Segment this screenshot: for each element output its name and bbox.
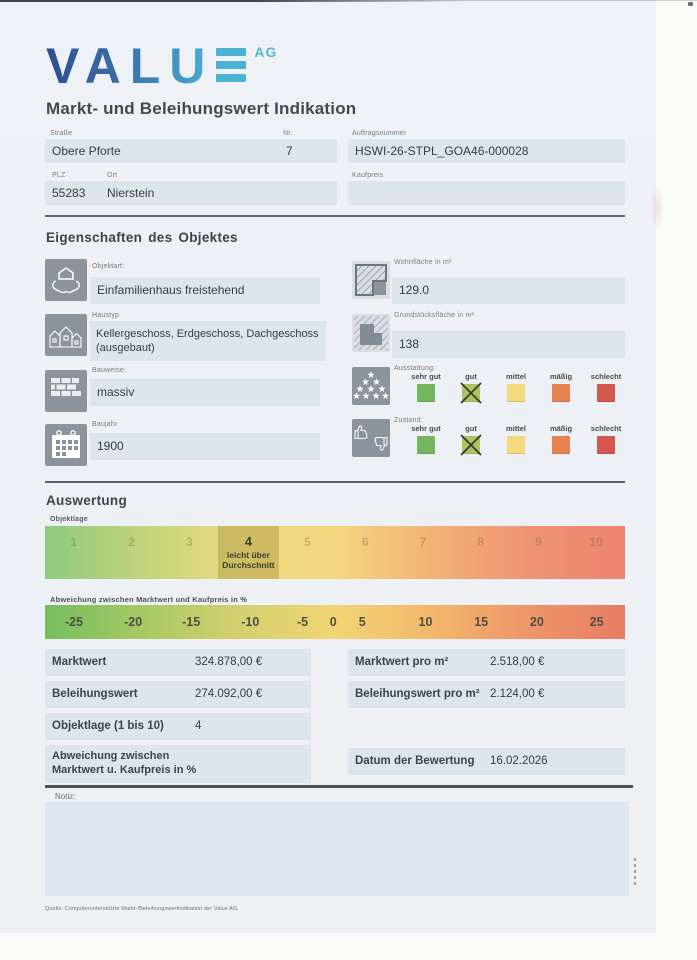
beleihungswert-value: 274.092,00 € (195, 688, 263, 700)
objektlage-number: 8 (477, 535, 485, 549)
document-title: Markt- und Beleihungswert Indikation (46, 99, 357, 118)
bauweise-field (90, 379, 320, 406)
beleihungswert-label: Beleihungswert (52, 688, 138, 700)
baujahr-field (90, 433, 320, 460)
grundstuecksflaeche-value: 138 (399, 337, 420, 351)
rating-option (449, 372, 493, 402)
beleihungswert-qm-row (348, 681, 625, 708)
rating-level-label: mittel (505, 372, 526, 381)
objektlage-number: 5 (304, 535, 311, 549)
rating-option (494, 424, 538, 454)
rating-level-label: mittel (505, 424, 526, 433)
rating-option (449, 424, 493, 454)
rating-square (552, 436, 570, 454)
objektart-value: Einfamilienhaus freistehend (97, 283, 245, 297)
beleihungswert-row (45, 681, 311, 708)
objektlage-number: 9 (535, 535, 542, 549)
ausstattung-icon (352, 367, 390, 405)
marktwert-label: Marktwert (52, 656, 107, 668)
zustand-rating-row (404, 424, 628, 454)
rating-option (539, 372, 583, 402)
x-mark-icon (459, 433, 483, 457)
kaufpreis-field (348, 181, 625, 205)
objektlage-number: 4 (244, 534, 253, 549)
grundstuecksflaeche-field (392, 331, 625, 358)
rating-square (417, 436, 435, 454)
value-ag-logo (46, 38, 278, 94)
strasse-label: Straße (50, 130, 73, 137)
objektlage-cell (394, 526, 452, 579)
objektlage-result-value: 4 (195, 720, 202, 732)
abweichung-tick: 25 (589, 615, 604, 629)
ort-value: Nierstein (107, 186, 155, 200)
objektart-field (90, 277, 320, 304)
auftragsnummer-field (348, 139, 625, 163)
objektart-icon (45, 259, 87, 301)
baujahr-icon (45, 424, 87, 466)
wohnflaeche-icon (352, 261, 390, 299)
rating-square (597, 436, 615, 454)
rating-option (404, 372, 448, 402)
logo-e-bars-icon (216, 48, 246, 87)
objektlage-number: 1 (70, 535, 78, 549)
plz-value: 55283 (52, 186, 86, 200)
zustand-icon (352, 419, 390, 457)
objektlage-cell (567, 526, 625, 579)
abweichung-tick: 5 (358, 615, 366, 629)
rating-level-label: gut (465, 372, 477, 381)
wohnflaeche-field (392, 277, 625, 304)
objektlage-scale-label: Objektlage (50, 516, 88, 523)
rating-square (552, 384, 570, 402)
objektlage-number: 10 (589, 535, 603, 549)
rating-option (539, 424, 583, 454)
wohnflaeche-label: Wohnfläche in m² (394, 259, 452, 266)
eigenschaften-heading: Eigenschaften des Objektes (46, 230, 238, 245)
rating-level-label: schlecht (590, 424, 622, 433)
logo-wordmark: VALU (46, 38, 215, 94)
section-divider (45, 481, 625, 483)
abweichung-tick: -10 (241, 615, 260, 629)
rating-level-label: gut (465, 424, 477, 433)
objektlage-number: 3 (185, 535, 193, 549)
nr-value: 7 (286, 144, 293, 158)
grundstuecksflaeche-label: Grundstücksfläche in m² (394, 312, 475, 319)
rating-square (597, 384, 615, 402)
marktwert-qm-value: 2.518,00 € (490, 656, 545, 668)
haustyp-icon (45, 314, 87, 356)
rating-level-label: mäßig (549, 424, 573, 433)
objektlage-result-label: Objektlage (1 bis 10) (52, 720, 164, 732)
baujahr-label: Baujahr (92, 421, 118, 428)
beleihungswert-qm-value: 2.124,00 € (490, 688, 545, 700)
source-note: Quelle: Computerunterstützte Markt-/Beleihungswertindikation der Value AG (45, 906, 238, 912)
zustand-label: Zustand: (394, 417, 423, 424)
bauweise-label: Bauweise: (92, 367, 127, 374)
rating-level-label: sehr gut (411, 372, 441, 381)
scan-speck (688, 2, 693, 6)
objektart-label: Objektart: (92, 263, 125, 270)
baujahr-value: 1900 (97, 439, 124, 453)
strasse-value: Obere Pforte (52, 144, 121, 158)
ausstattung-rating-row (404, 372, 628, 402)
rating-option (584, 424, 628, 454)
objektlage-cell-selected (218, 526, 278, 579)
marktwert-qm-row (348, 649, 625, 676)
objektlage-cell (103, 526, 161, 579)
logo-ag-suffix: AG (254, 44, 278, 60)
objektlage-caption: leicht über Durchschnitt (222, 550, 275, 571)
nr-field (279, 139, 337, 163)
auswertung-heading: Auswertung (46, 493, 128, 508)
abweichung-row (45, 745, 311, 783)
objektlage-number: 2 (128, 535, 135, 549)
rating-square (507, 384, 525, 402)
strasse-field (45, 139, 279, 163)
datum-label: Datum der Bewertung (355, 755, 475, 767)
datum-value: 16.02.2026 (490, 755, 548, 767)
rating-level-label: mäßig (549, 372, 573, 381)
rating-option (494, 372, 538, 402)
section-divider (45, 215, 625, 217)
abweichung-tick: 10 (418, 615, 433, 629)
rating-square (507, 436, 525, 454)
plz-label: PLZ (52, 172, 66, 179)
auftragsnummer-label: Auftragsnummer (352, 130, 407, 137)
abweichung-tick: -25 (64, 615, 84, 629)
rating-level-label: sehr gut (411, 424, 441, 433)
rating-level-label: schlecht (590, 372, 622, 381)
beleihungswert-qm-label: Beleihungswert pro m² (355, 688, 480, 700)
nr-label: Nr. (283, 130, 293, 137)
wohnflaeche-value: 129.0 (399, 283, 430, 297)
rating-option (404, 424, 448, 454)
objektlage-scale (45, 526, 625, 579)
objektlage-number: 6 (361, 535, 369, 549)
notiz-divider (45, 785, 633, 788)
objektlage-cell (160, 526, 218, 579)
notiz-area (45, 802, 629, 896)
datum-row (348, 748, 625, 775)
rating-square (417, 384, 435, 402)
abweichung-tick: -20 (124, 615, 143, 629)
haustyp-label: Haustyp (92, 312, 120, 319)
grundstuecksflaeche-icon (352, 314, 390, 352)
objektlage-cell (45, 526, 103, 579)
notiz-label: Notiz: (55, 792, 76, 801)
abweichung-result-label: Abweichung zwischen Marktwert u. Kaufpreis in % (52, 750, 197, 776)
marktwert-row (45, 649, 311, 676)
haustyp-value: Kellergeschoss, Erdgeschoss, Dachgeschoss (ausgebaut) (96, 328, 319, 354)
objektlage-number: 7 (419, 535, 427, 549)
scan-artifact-vertical-marks (634, 858, 636, 888)
haustyp-field (90, 321, 326, 361)
objektlage-cell (279, 526, 337, 579)
abweichung-tick: 15 (474, 615, 489, 629)
abweichung-tick: -5 (296, 615, 309, 629)
plz-ort-field (45, 181, 337, 205)
ort-label: Ort (107, 172, 118, 179)
kaufpreis-label: Kaufpreis (352, 172, 384, 179)
objektlage-row (45, 713, 311, 740)
abweichung-scale (45, 605, 625, 639)
x-mark-icon (459, 381, 483, 405)
abweichung-tick: 20 (529, 615, 544, 629)
ausstattung-label: Ausstattung: (394, 365, 436, 372)
objektlage-cell (336, 526, 394, 579)
scan-smudge (650, 185, 664, 231)
marktwert-value: 324.878,00 € (195, 656, 263, 668)
abweichung-scale-label: Abweichung zwischen Marktwert und Kaufpreis in % (50, 595, 248, 604)
abweichung-tick: 0 (329, 615, 337, 629)
objektlage-cell (452, 526, 510, 579)
rating-option (584, 372, 628, 402)
bauweise-icon (45, 370, 87, 412)
marktwert-qm-label: Marktwert pro m² (355, 656, 449, 668)
objektlage-cell (510, 526, 568, 579)
auftragsnummer-value: HSWI-26-STPL_GOA46-000028 (355, 144, 529, 158)
scan-edge-dark-line (0, 0, 470, 2)
bauweise-value: massiv (97, 385, 135, 399)
abweichung-tick: -15 (182, 615, 201, 629)
